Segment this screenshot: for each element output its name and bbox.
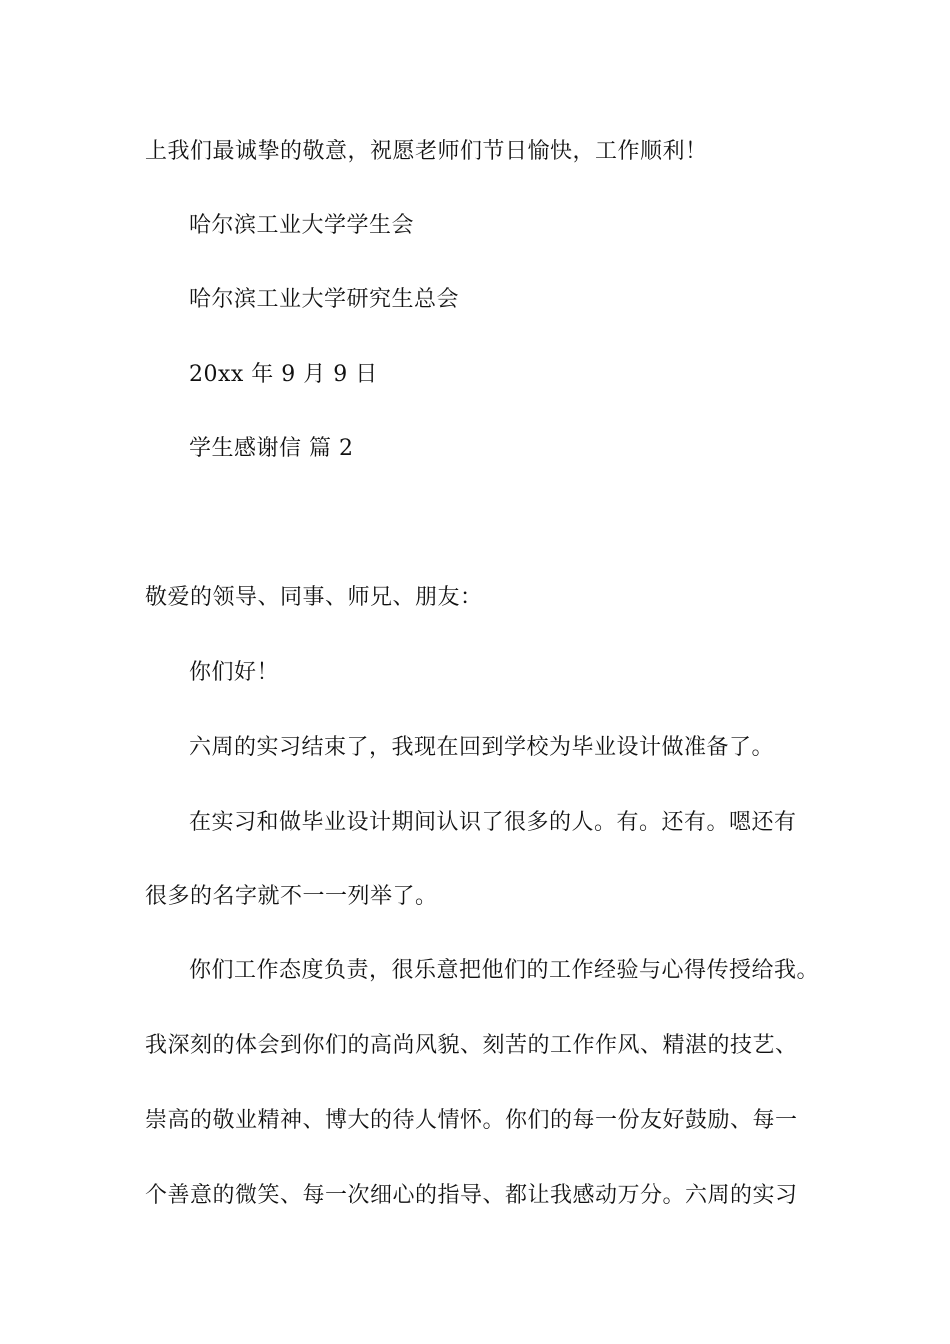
- closing-line: 上我们最诚挚的敬意，祝愿老师们节日愉快，工作顺利！: [145, 139, 708, 164]
- paragraph-line: 在实习和做毕业设计期间认识了很多的人。有。还有。嗯还有: [189, 810, 797, 835]
- paragraph-line: 我深刻的体会到你们的高尚风貌、刻苦的工作作风、精湛的技艺、: [145, 1033, 798, 1058]
- signature-student-union: 哈尔滨工业大学学生会: [189, 213, 415, 238]
- letter-date: 20xx 年 9 月 9 日: [189, 362, 378, 387]
- signature-graduate-union: 哈尔滨工业大学研究生总会: [189, 287, 460, 312]
- paragraph-line: 你们工作态度负责，很乐意把他们的工作经验与心得传授给我。: [189, 958, 820, 983]
- paragraph-line: 很多的名字就不一一列举了。: [145, 884, 438, 909]
- paragraph-line: 崇高的敬业精神、博大的待人情怀。你们的每一份友好鼓励、每一: [145, 1108, 798, 1133]
- greeting: 你们好！: [189, 660, 280, 685]
- paragraph-line: 个善意的微笑、每一次细心的指导、都让我感动万分。六周的实习: [145, 1183, 798, 1208]
- salutation: 敬爱的领导、同事、师兄、朋友：: [145, 585, 483, 610]
- section-heading: 学生感谢信 篇 2: [189, 436, 354, 461]
- paragraph-line: 六周的实习结束了，我现在回到学校为毕业设计做准备了。: [189, 735, 775, 760]
